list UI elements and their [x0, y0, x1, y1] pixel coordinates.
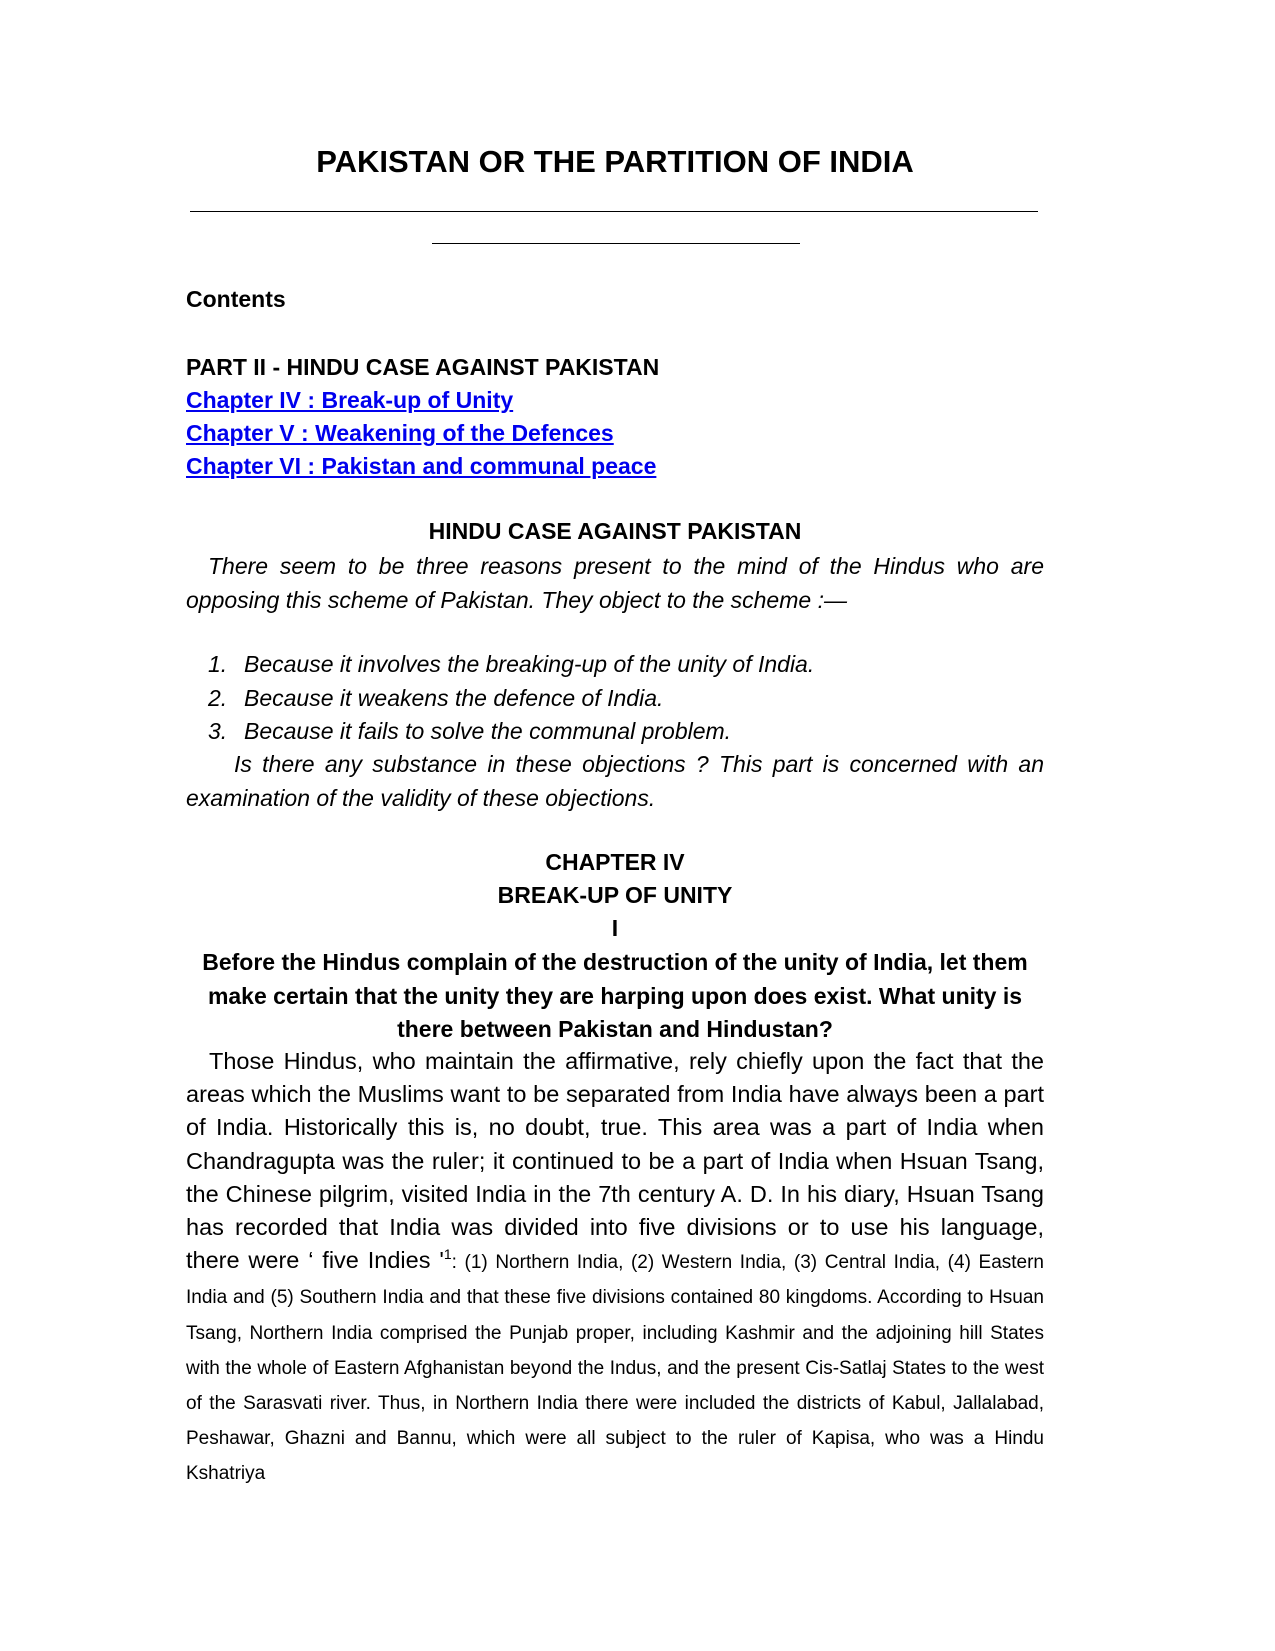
reasons-list: [186, 648, 1044, 749]
toc-link-chapter-5[interactable]: Chapter V : Weakening of the Defences: [186, 420, 614, 446]
list-item-number: 1.: [208, 651, 228, 677]
section-heading: HINDU CASE AGAINST PAKISTAN: [428, 518, 802, 544]
list-item-text: Because it involves the breaking-up of the unity of India.: [244, 651, 815, 677]
list-item-text: Because it fails to solve the communal problem.: [244, 718, 732, 744]
body-text-small: : (1) Northern India, (2) Western India, (3) Central India, (4) Eastern India and (5) Southern India and that these five divisions contained 80 kingdoms. According to Hsuan Tsang, Northern India comprised the Punjab proper, including Kashmir and the adjoining hill States with the whole of Eastern Afghanistan beyond the Indus, and the present Cis-Satlaj States to the west of the Sarasvati river. Thus, in Northern India there were included the districts of Kabul, Jallalabad, Peshawar, Ghazni and Bannu, which were all subject to the ruler of Kapisa, who was a Hindu Kshatriya: [186, 1252, 1044, 1485]
footnote-marker[interactable]: 1: [443, 1246, 452, 1263]
list-item-number: 2.: [208, 684, 228, 711]
list-item: [186, 648, 1044, 682]
chapter-title: BREAK-UP OF UNITY: [497, 882, 733, 908]
toc-link-chapter-4[interactable]: Chapter IV : Break-up of Unity: [186, 387, 514, 413]
list-item: [186, 682, 1044, 716]
toc-part-heading: PART II - HINDU CASE AGAINST PAKISTAN: [186, 354, 660, 380]
chapter-heading-block: [186, 846, 1044, 945]
chapter-body-paragraph: [186, 1045, 1044, 1491]
intro-paragraph: There seem to be three reasons present to the mind of the Hindus who are opposing this scheme of Pakistan. They object to the scheme :—: [186, 553, 1044, 613]
list-item-number: 3.: [208, 718, 228, 744]
list-item: [186, 715, 1044, 749]
section-numeral: I: [611, 915, 619, 941]
table-of-contents: [186, 351, 1044, 483]
closing-paragraph: Is there any substance in these objections ? This part is concerned with an examination of the validity of these objections.: [186, 751, 1044, 811]
body-text-large: Those Hindus, who maintain the affirmative, rely chiefly upon the fact that the areas which the Muslims want to be separated from India have always been a part of India. Historically this is, no doubt, true. This area was a part of India when Chandragupta was the ruler; it continued to be a part of India when Hsuan Tsang, the Chinese pilgrim, visited India in the 7th century A. D. In his diary, Hsuan Tsang has recorded that India was divided into five divisions or to use his language, there were ‘ five Indies ': [186, 1048, 1044, 1274]
chapter-question: Before the Hindus complain of the destruction of the unity of India, let them make certain that the unity they are harping upon does exist. What unity is there between Pakistan and Hindustan?: [202, 949, 1028, 1042]
list-item-text: Because it weakens the defence of India.: [244, 684, 664, 711]
title-divider-short: [432, 243, 800, 244]
contents-heading: Contents: [186, 286, 286, 312]
document-title: PAKISTAN OR THE PARTITION OF INDIA: [316, 144, 914, 179]
title-divider-long: [190, 211, 1038, 212]
chapter-number: CHAPTER IV: [545, 849, 685, 875]
toc-link-chapter-6[interactable]: Chapter VI : Pakistan and communal peace: [186, 453, 657, 479]
